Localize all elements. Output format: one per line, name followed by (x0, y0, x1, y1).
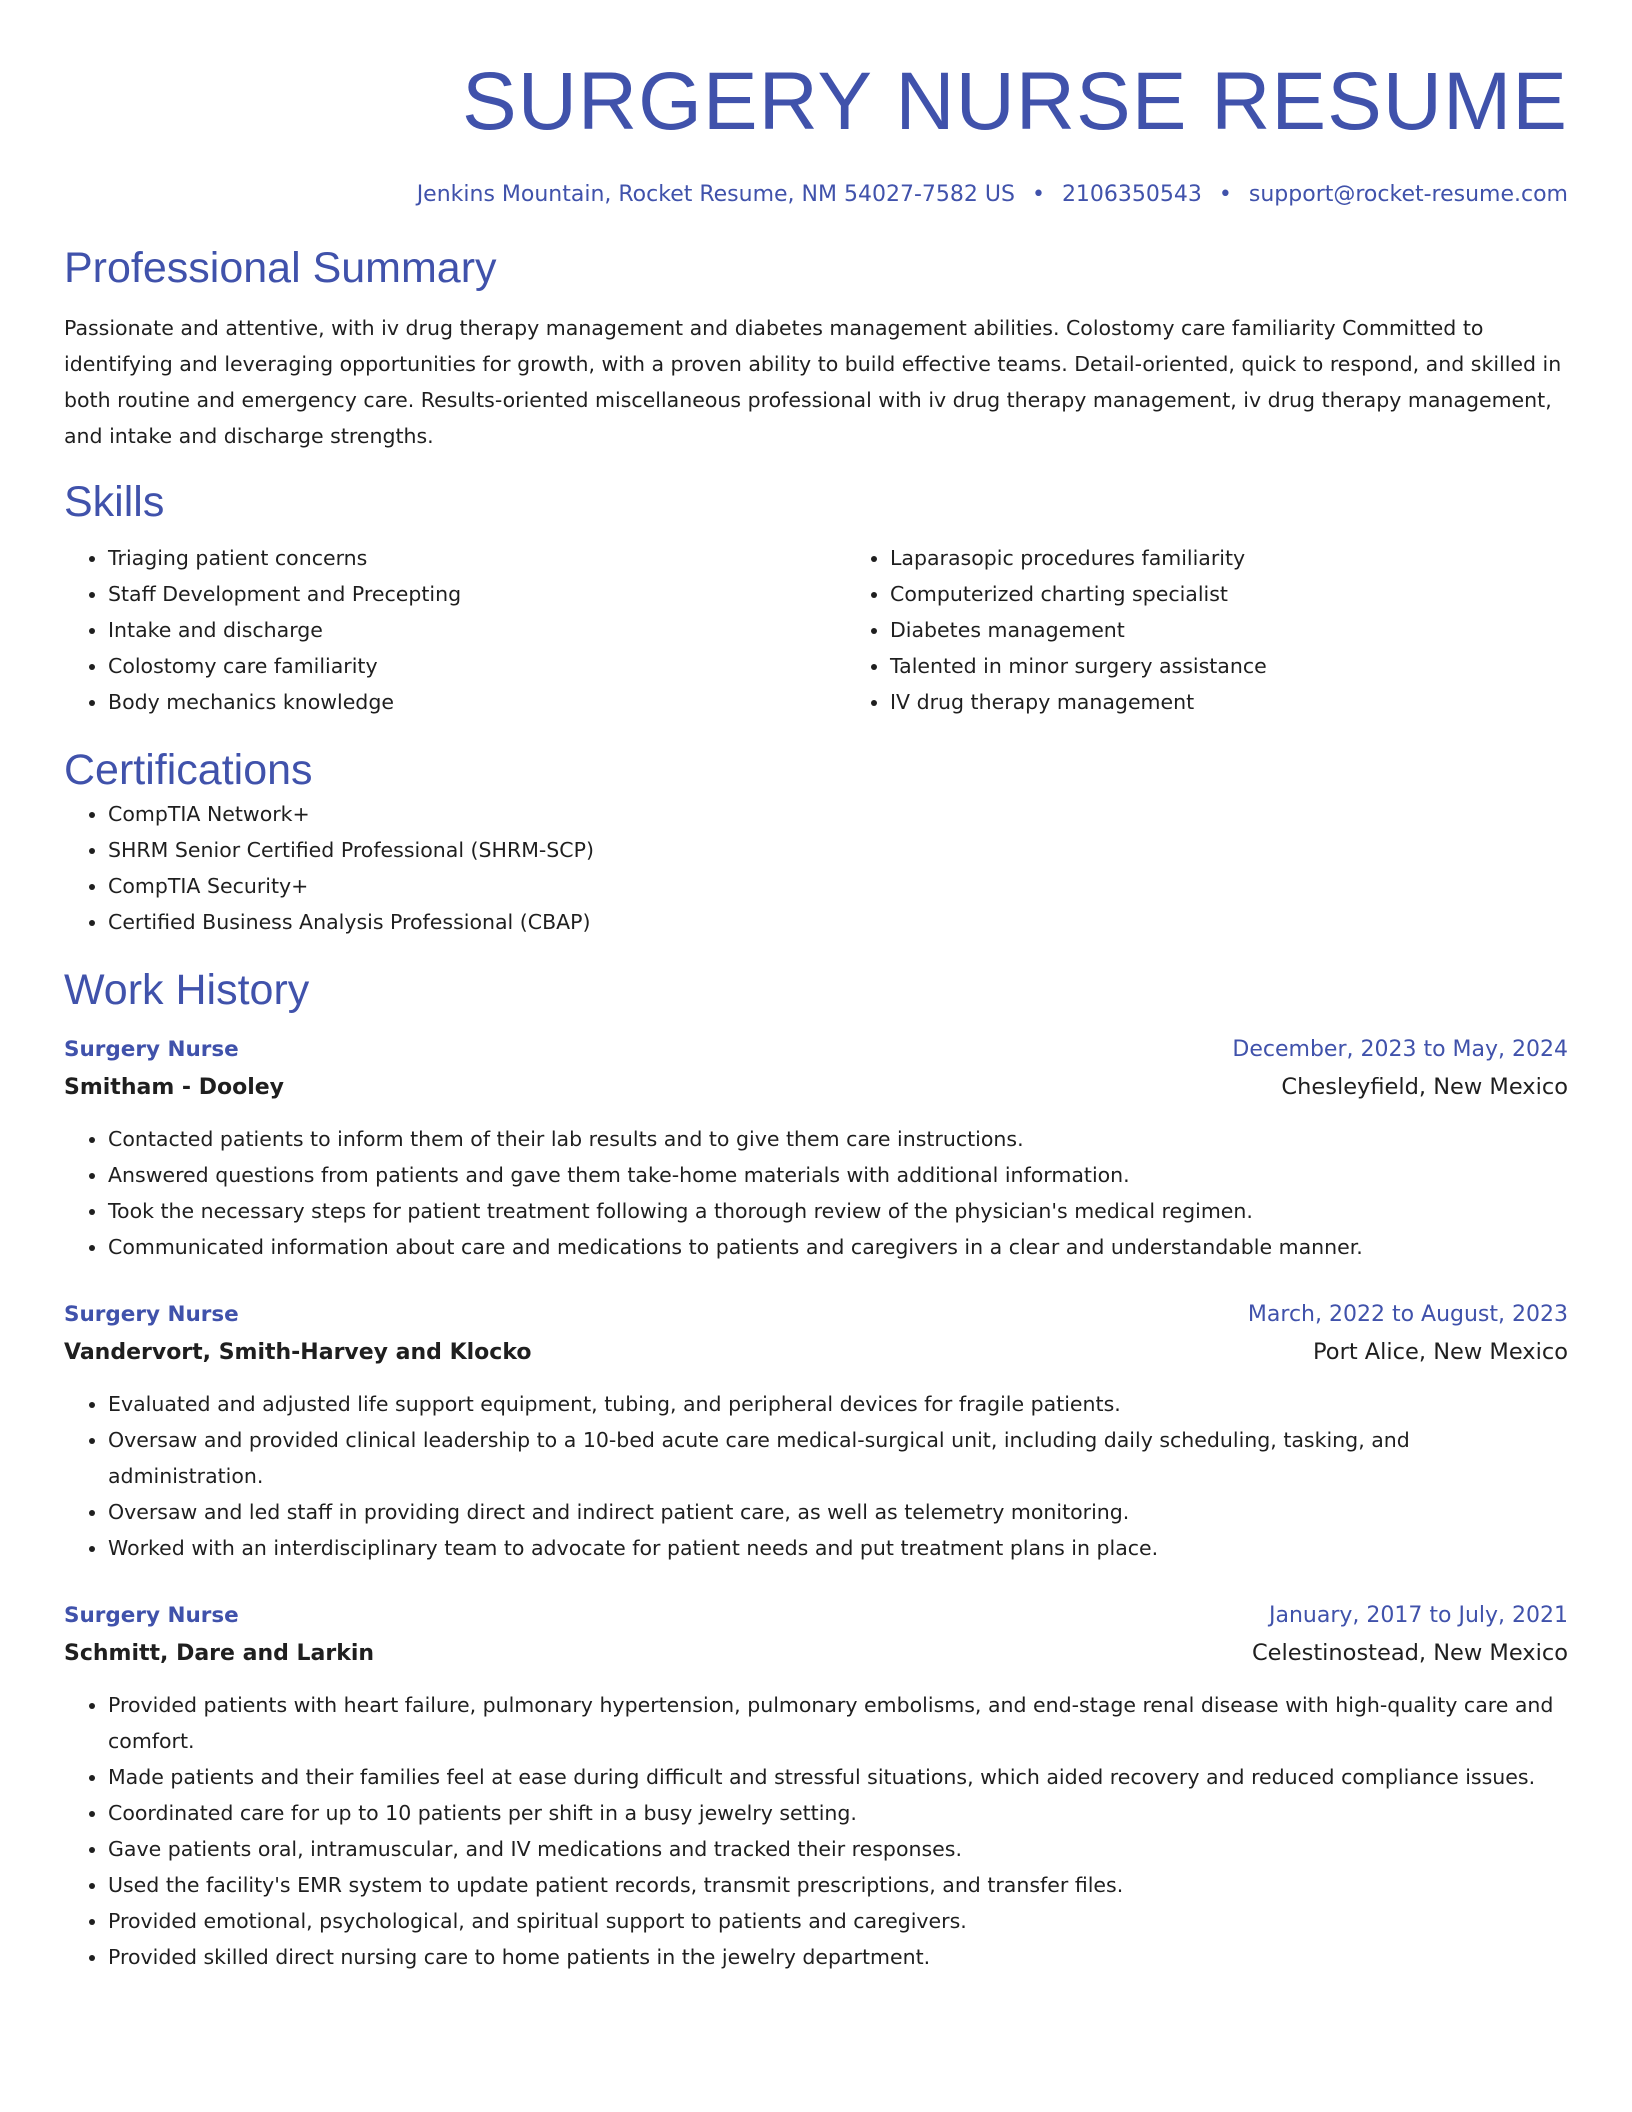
skill-item: • IV drug therapy management (890, 684, 1568, 720)
job-duty: • Answered questions from patients and gave them take-home materials with additional information. (108, 1157, 1568, 1193)
section-heading-certifications: Certifications (64, 746, 313, 794)
job-entry (64, 1297, 1568, 1566)
contact-separator: • (1031, 182, 1045, 207)
job-location: Celestinostead, New Mexico (1251, 1640, 1568, 1666)
job-duty: • Contacted patients to inform them of their lab results and to give them care instructions. (108, 1121, 1568, 1157)
contact-line (64, 180, 1568, 210)
job-duty: • Oversaw and led staff in providing direct and indirect patient care, as well as telemetry monitoring. (108, 1494, 1568, 1530)
skill-item: • Laparasopic procedures familiarity (890, 540, 1568, 576)
job-title: Surgery Nurse (64, 1302, 239, 1327)
job-entry (64, 1598, 1568, 1975)
job-location: Chesleyfield, New Mexico (1281, 1074, 1568, 1100)
job-company-row (64, 1333, 1568, 1372)
job-header-row (64, 1297, 1568, 1333)
resume-header (64, 54, 1568, 210)
job-title: Surgery Nurse (64, 1603, 239, 1628)
certification-item: • SHRM Senior Certified Professional (SHRM-SCP) (108, 832, 1568, 868)
job-company-row (64, 1068, 1568, 1107)
job-duty: • Provided emotional, psychological, and spiritual support to patients and caregivers. (108, 1903, 1568, 1939)
job-duty: • Gave patients oral, intramuscular, and IV medications and tracked their responses. (108, 1831, 1568, 1867)
contact-email: support@rocket-resume.com (1248, 182, 1568, 207)
job-location: Port Alice, New Mexico (1313, 1339, 1568, 1365)
section-heading-summary: Professional Summary (64, 244, 497, 292)
resume-title: SURGERY NURSE RESUME (462, 56, 1568, 147)
contact-phone: 2106350543 (1061, 182, 1202, 207)
skill-item: • Colostomy care familiarity (108, 648, 846, 684)
contact-address: Jenkins Mountain, Rocket Resume, NM 54027-7582 US (416, 182, 1015, 207)
job-duty: • Worked with an interdisciplinary team to advocate for patient needs and put treatment plans in place. (108, 1530, 1568, 1566)
job-duty: • Communicated information about care and medications to patients and caregivers in a clear and understandable manner. (108, 1229, 1568, 1265)
certifications-list (64, 796, 1568, 940)
job-company: Schmitt, Dare and Larkin (64, 1641, 375, 1666)
job-duties-list (64, 1386, 1568, 1566)
skills-list-left (64, 540, 846, 720)
skill-item: • Body mechanics knowledge (108, 684, 846, 720)
job-dates: January, 2017 to July, 2021 (1269, 1603, 1568, 1628)
job-duty: • Coordinated care for up to 10 patients per shift in a busy jewelry setting. (108, 1795, 1568, 1831)
skill-item: • Talented in minor surgery assistance (890, 648, 1568, 684)
job-entry (64, 1032, 1568, 1265)
certification-item: • Certified Business Analysis Professional (CBAP) (108, 904, 1568, 940)
certification-item: • CompTIA Network+ (108, 796, 1568, 832)
job-dates: March, 2022 to August, 2023 (1247, 1302, 1568, 1327)
job-duty: • Took the necessary steps for patient treatment following a thorough review of the physician's medical regimen. (108, 1193, 1568, 1229)
skill-item: • Staff Development and Precepting (108, 576, 846, 612)
skill-item: • Triaging patient concerns (108, 540, 846, 576)
section-heading-skills: Skills (64, 478, 165, 526)
job-company: Vandervort, Smith-Harvey and Klocko (64, 1340, 532, 1365)
job-title: Surgery Nurse (64, 1037, 239, 1062)
job-duty: • Evaluated and adjusted life support equipment, tubing, and peripheral devices for fragile patients. (108, 1386, 1568, 1422)
skills-grid (64, 540, 1568, 720)
skill-item: • Intake and discharge (108, 612, 846, 648)
professional-summary-section (64, 242, 1568, 454)
job-duties-list (64, 1121, 1568, 1265)
job-dates: December, 2023 to May, 2024 (1232, 1037, 1568, 1062)
section-heading-work-history: Work History (64, 966, 310, 1014)
job-duties-list (64, 1687, 1568, 1975)
skills-section (64, 476, 1568, 720)
job-header-row (64, 1032, 1568, 1068)
job-duty: • Oversaw and provided clinical leadership to a 10-bed acute care medical-surgical unit, including daily scheduling, tasking, and administration. (108, 1422, 1568, 1494)
certification-item: • CompTIA Security+ (108, 868, 1568, 904)
job-header-row (64, 1598, 1568, 1634)
job-company: Smitham - Dooley (64, 1075, 284, 1100)
job-company-row (64, 1634, 1568, 1673)
certifications-section (64, 744, 1568, 940)
job-duty: • Provided skilled direct nursing care to home patients in the jewelry department. (108, 1939, 1568, 1975)
job-duty: • Used the facility's EMR system to update patient records, transmit prescriptions, and transfer files. (108, 1867, 1568, 1903)
skills-list-right (846, 540, 1568, 720)
contact-separator: • (1218, 182, 1232, 207)
job-duty: • Provided patients with heart failure, pulmonary hypertension, pulmonary embolisms, and end-stage renal disease with high-quality care and comfort. (108, 1687, 1568, 1759)
skill-item: • Computerized charting specialist (890, 576, 1568, 612)
job-duty: • Made patients and their families feel at ease during difficult and stressful situations, which aided recovery and reduced compliance issues. (108, 1759, 1568, 1795)
skill-item: • Diabetes management (890, 612, 1568, 648)
work-history-section (64, 964, 1568, 1975)
summary-text: Passionate and attentive, with iv drug therapy management and diabetes management abilities. Colostomy care familiarity Committed to identifying and leveraging opportunities for growth, with a proven ability to build effective teams. Detail-oriented, quick to respond, and skilled in both routine and emergency care. Results-oriented miscellaneous professional with iv drug therapy management, iv drug therapy management, and intake and discharge strengths. (64, 316, 1562, 448)
